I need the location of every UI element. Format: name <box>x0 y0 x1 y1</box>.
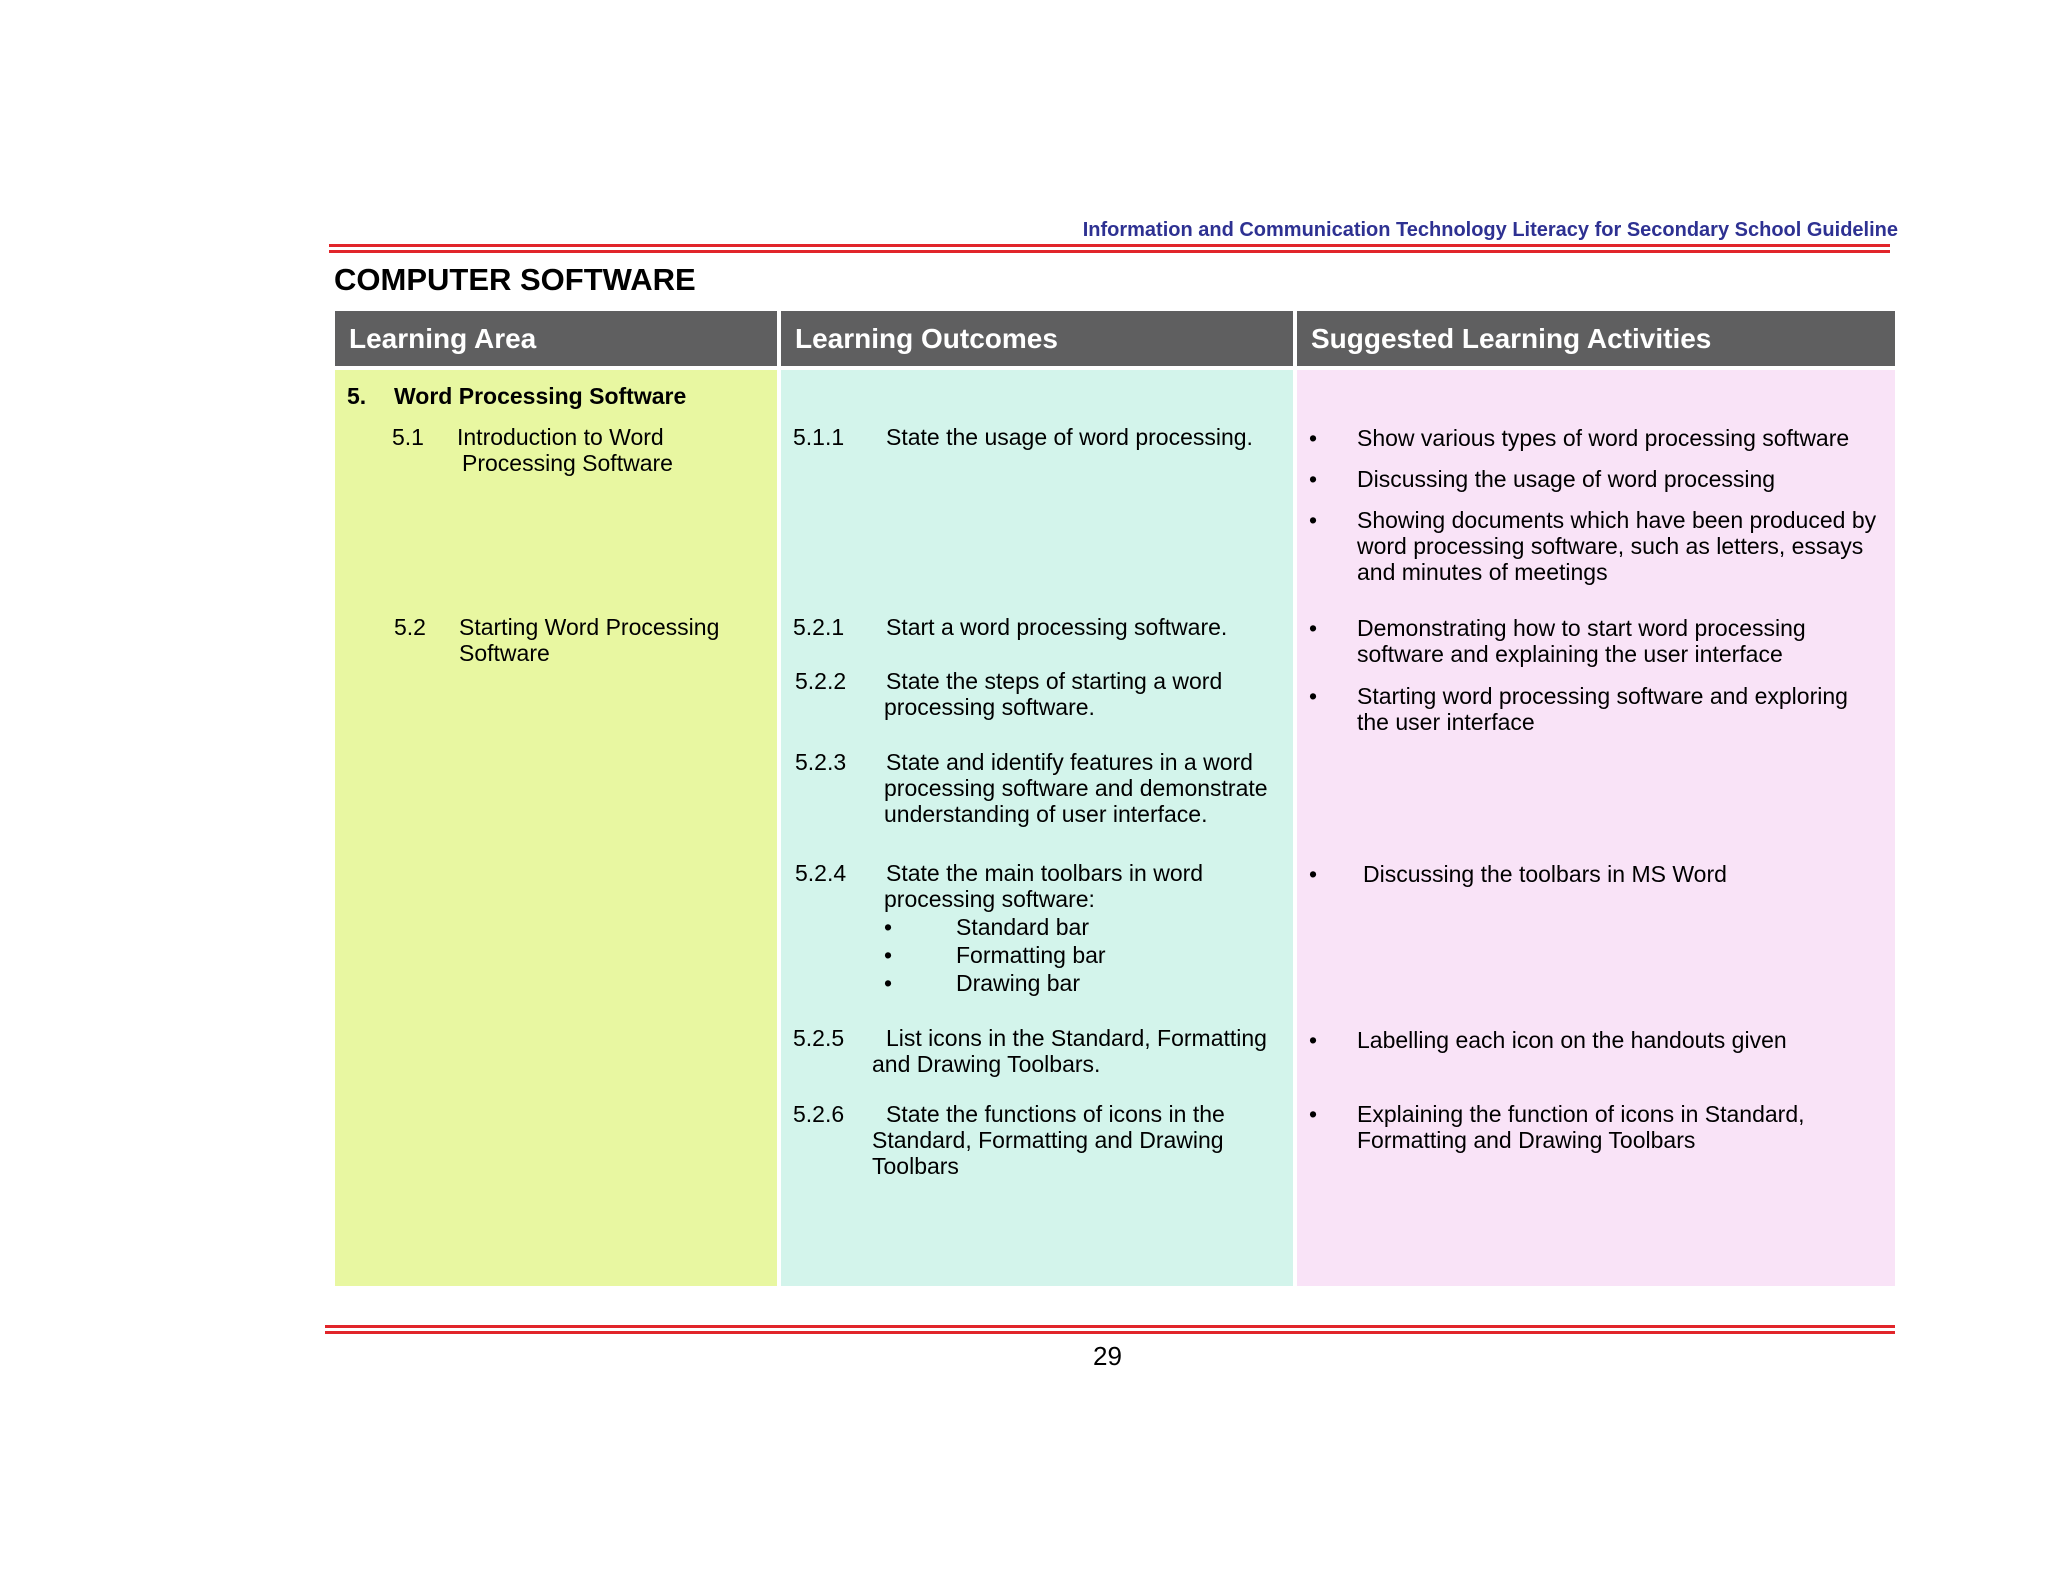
toolbar-list-item: Standard bar <box>956 914 1089 940</box>
activity-text: Discussing the toolbars in MS Word <box>1363 861 1727 887</box>
rule-line <box>329 244 1890 247</box>
outcome-number: 5.2.3 <box>795 749 847 775</box>
activity-text: the user interface <box>1357 709 1535 735</box>
activity-text: Demonstrating how to start word processing <box>1357 615 1806 641</box>
learning-area-column <box>335 311 777 1286</box>
activity-text: Discussing the usage of word processing <box>1357 466 1776 492</box>
topic-number: 5. <box>347 383 367 409</box>
outcome-number: 5.2.2 <box>795 668 847 694</box>
subtopic-title: Processing Software <box>462 450 673 476</box>
outcome-text: understanding of user interface. <box>884 801 1208 827</box>
activity-text: Show various types of word processing software <box>1357 425 1850 451</box>
bullet-glyph: • <box>1309 425 1318 451</box>
bullet-glyph: • <box>1309 507 1318 533</box>
learning-area-header: Learning Area <box>335 311 777 366</box>
bullet-glyph: • <box>884 970 893 996</box>
activity-text: and minutes of meetings <box>1357 559 1608 585</box>
subtopic-number: 5.2 <box>394 614 426 640</box>
activity-text: Labelling each icon on the handouts given <box>1357 1027 1787 1053</box>
outcome-text: State the functions of icons in the <box>886 1101 1225 1127</box>
outcome-text: processing software and demonstrate <box>884 775 1268 801</box>
outcome-text: List icons in the Standard, Formatting <box>886 1025 1267 1051</box>
rule-line <box>329 250 1890 253</box>
page-number: 29 <box>1093 1341 1122 1371</box>
outcome-text: State the usage of word processing. <box>886 424 1253 450</box>
learning-outcomes-header: Learning Outcomes <box>781 311 1293 366</box>
header-double-rule <box>329 244 1890 254</box>
outcome-text: processing software. <box>884 694 1095 720</box>
subtopic-title: Software <box>459 640 550 666</box>
bullet-glyph: • <box>1309 466 1318 492</box>
activity-text: Showing documents which have been produced by <box>1357 507 1877 533</box>
bullet-glyph: • <box>1309 615 1318 641</box>
bullet-glyph: • <box>1309 1027 1318 1053</box>
suggested-activities-column <box>1297 311 1895 1286</box>
activity-text: word processing software, such as letters, essays <box>1357 533 1864 559</box>
outcome-text: State and identify features in a word <box>886 749 1253 775</box>
learning-area-cell <box>335 370 777 1286</box>
bullet-glyph: • <box>1309 683 1318 709</box>
subtopic-title: Starting Word Processing <box>459 614 720 640</box>
outcome-text: State the main toolbars in word <box>886 860 1204 886</box>
activity-text: Explaining the function of icons in Standard, <box>1357 1101 1805 1127</box>
curriculum-table <box>335 311 1895 1286</box>
outcome-text: and Drawing Toolbars. <box>872 1051 1101 1077</box>
outcome-text: Start a word processing software. <box>886 614 1228 640</box>
subtopic-number: 5.1 <box>392 424 424 450</box>
activity-text: Starting word processing software and exploring <box>1357 683 1848 709</box>
outcome-number: 5.2.6 <box>793 1101 845 1127</box>
running-header: Information and Communication Technology Literacy for Secondary School Guideline <box>1082 219 1898 241</box>
outcome-number: 5.2.1 <box>793 614 845 640</box>
outcome-number: 5.1.1 <box>793 424 845 450</box>
learning-outcomes-cell <box>781 370 1293 1286</box>
subtopic-title: Introduction to Word <box>457 424 664 450</box>
suggested-activities-header: Suggested Learning Activities <box>1297 311 1895 366</box>
rule-line <box>325 1331 1895 1334</box>
rule-line <box>325 1325 1895 1328</box>
bullet-glyph: • <box>884 942 893 968</box>
activity-text: Formatting and Drawing Toolbars <box>1357 1127 1696 1153</box>
bullet-glyph: • <box>884 914 893 940</box>
activity-text: software and explaining the user interface <box>1357 641 1783 667</box>
section-title: COMPUTER SOFTWARE <box>334 262 696 297</box>
outcome-text: Standard, Formatting and Drawing <box>872 1127 1224 1153</box>
outcome-number: 5.2.5 <box>793 1025 845 1051</box>
outcome-number: 5.2.4 <box>795 860 847 886</box>
outcome-text: State the steps of starting a word <box>886 668 1223 694</box>
learning-outcomes-column <box>781 311 1293 1286</box>
topic-title: Word Processing Software <box>394 383 687 409</box>
bullet-glyph: • <box>1309 861 1318 887</box>
footer-double-rule <box>325 1325 1895 1335</box>
toolbar-list-item: Drawing bar <box>956 970 1080 996</box>
bullet-glyph: • <box>1309 1101 1318 1127</box>
suggested-activities-cell <box>1297 370 1895 1286</box>
toolbar-list-item: Formatting bar <box>956 942 1106 968</box>
outcome-text: Toolbars <box>872 1153 959 1179</box>
outcome-text: processing software: <box>884 886 1095 912</box>
